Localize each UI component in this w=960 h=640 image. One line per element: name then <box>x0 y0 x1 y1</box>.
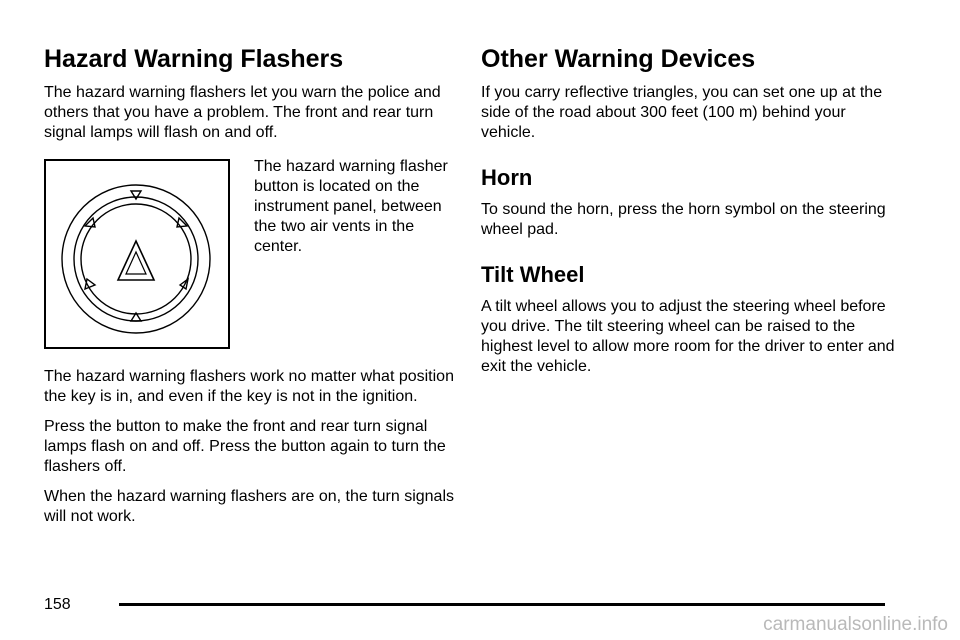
other-devices-heading: Other Warning Devices <box>481 45 756 73</box>
footer-rule <box>119 603 885 606</box>
horn-heading: Horn <box>481 165 533 190</box>
hazard-button-icon <box>46 161 228 347</box>
other-devices-text: If you carry reflective triangles, you can set one up at the side of the road about 300 feet (100 m) behind your vehicle. <box>481 84 883 141</box>
hazard-para-3: When the hazard warning flashers are on, the turn signals will not work. <box>44 488 455 525</box>
hazard-para-1: The hazard warning flashers work no matter what position the key is in, and even if the key is not in the ignition. <box>44 368 454 405</box>
watermark: carmanualsonline.info <box>763 614 948 635</box>
left-column <box>44 44 456 537</box>
horn-text: To sound the horn, press the horn symbol on the steering wheel pad. <box>481 201 886 238</box>
hazard-heading: Hazard Warning Flashers <box>44 45 344 73</box>
figure-row <box>44 157 456 367</box>
hazard-para-2: Press the button to make the front and rear turn signal lamps flash on and off. Press the button again to turn the flashers off. <box>44 418 446 475</box>
tilt-wheel-text: A tilt wheel allows you to adjust the steering wheel before you drive. The tilt steering wheel can be raised to the highest level to allow more room for the driver to enter and exit the vehicle. <box>481 298 895 375</box>
figure-caption: The hazard warning flasher button is located on the instrument panel, between the two air vents in the center. <box>254 158 448 255</box>
hazard-figure <box>44 159 230 349</box>
hazard-intro: The hazard warning flashers let you warn the police and others that you have a problem. The front and rear turn signal lamps will flash on and off. <box>44 84 441 141</box>
tilt-wheel-heading: Tilt Wheel <box>481 262 585 287</box>
right-column <box>481 44 901 387</box>
page-number: 158 <box>44 596 71 613</box>
